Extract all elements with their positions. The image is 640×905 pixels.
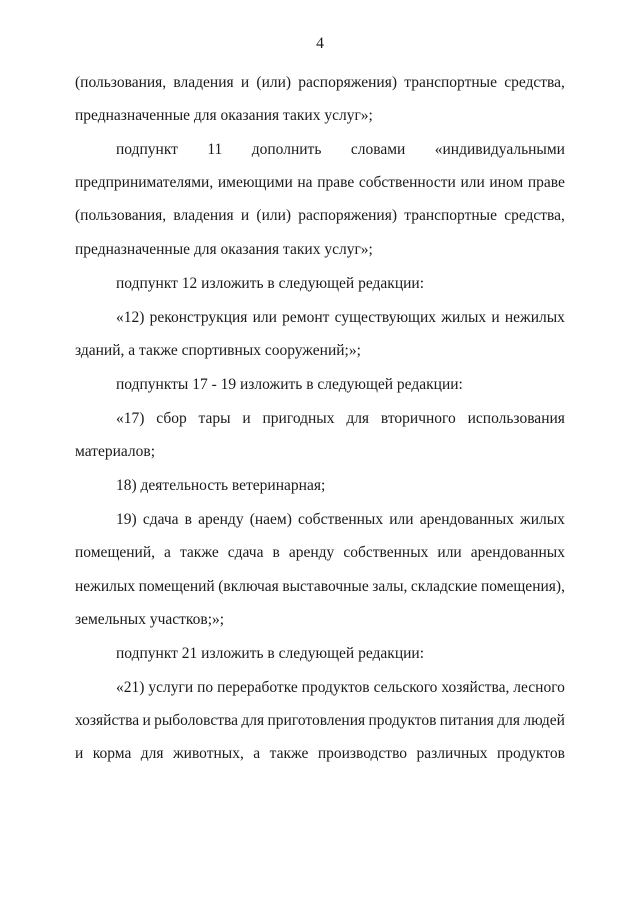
word: (пользования,	[75, 74, 167, 91]
text-line	[75, 711, 565, 731]
word: аренду	[288, 544, 335, 561]
word: по	[197, 679, 214, 696]
word: «17)	[116, 410, 145, 427]
text-line	[75, 744, 565, 764]
word: производство	[317, 745, 408, 762]
word: для	[140, 745, 164, 762]
word: праве	[317, 174, 355, 191]
word: а	[253, 745, 261, 762]
word: корма	[92, 745, 132, 762]
word: и	[75, 745, 84, 762]
word: сдача	[142, 511, 179, 528]
word: (или)	[256, 74, 292, 91]
word: нежилых	[75, 578, 136, 595]
word: жилых	[441, 309, 487, 326]
text-line	[75, 73, 565, 93]
word: также	[179, 544, 219, 561]
word: для	[241, 712, 265, 729]
word: распоряжения)	[298, 207, 397, 224]
word: и	[242, 410, 251, 427]
word: в	[272, 544, 280, 561]
word: средства,	[504, 207, 565, 224]
word: для	[346, 410, 370, 427]
word: использования	[467, 410, 565, 427]
word: сельского	[373, 679, 438, 696]
word: или	[389, 511, 414, 528]
word: (наем)	[249, 511, 292, 528]
word: существующих	[334, 309, 437, 326]
word: для	[497, 712, 521, 729]
word: 11	[207, 141, 223, 158]
word: «индивидуальными	[434, 141, 565, 158]
word: сдача	[227, 544, 264, 561]
word: приготовления	[267, 712, 366, 729]
text-line: подпункт 21 изложить в следующей редакции:	[116, 645, 425, 662]
text-line	[116, 678, 565, 698]
word: арендованных	[470, 544, 565, 561]
word: и	[491, 309, 500, 326]
word: и	[240, 74, 250, 91]
word: распоряжения)	[298, 74, 397, 91]
text-line: подпункты 17 - 19 изложить в следующей редакции:	[116, 376, 463, 393]
word: транспортные	[404, 207, 497, 224]
word: и	[142, 712, 151, 729]
word: «12)	[116, 309, 145, 326]
word: хозяйства	[75, 712, 140, 729]
word: людей	[523, 712, 565, 729]
text-line: подпункт 12 изложить в следующей редакции:	[116, 275, 425, 292]
word: арендованных	[419, 511, 514, 528]
text-line: 18) деятельность ветеринарная;	[116, 477, 326, 494]
word: транспортные	[404, 74, 497, 91]
word: помещений	[138, 578, 215, 595]
word: лесного	[513, 679, 565, 696]
word: сбор	[156, 410, 187, 427]
word: (или)	[256, 207, 292, 224]
word: собственности	[358, 174, 456, 191]
text-line	[75, 543, 565, 563]
word: хозяйства,	[441, 679, 510, 696]
text-line	[75, 173, 565, 193]
word: словами	[350, 141, 406, 158]
word: подпункт	[116, 141, 178, 158]
word: или	[252, 309, 277, 326]
word: дополнить	[251, 141, 322, 158]
word: помещений,	[75, 544, 156, 561]
text-line: материалов;	[75, 443, 156, 460]
word: аренду	[198, 511, 244, 528]
word: выставочные	[282, 578, 369, 595]
text-line	[116, 308, 565, 328]
word: (включая	[218, 578, 279, 595]
word: залы,	[372, 578, 408, 595]
word: а	[164, 544, 171, 561]
word: реконструкция	[149, 309, 248, 326]
word: предпринимателями,	[75, 174, 214, 191]
word: и	[240, 207, 250, 224]
text-line	[116, 409, 565, 429]
text-line	[116, 140, 565, 160]
word: или	[460, 174, 485, 191]
text-line: зданий, а также спортивных сооружений;»;	[75, 342, 361, 359]
word: переработке	[217, 679, 298, 696]
word: питания	[439, 712, 494, 729]
word: также	[269, 745, 309, 762]
word: тары	[198, 410, 231, 427]
word: в	[184, 511, 192, 528]
text-line: земельных участков;»;	[75, 611, 225, 628]
text-line	[75, 577, 565, 597]
word: собственных	[343, 544, 429, 561]
text-line: предназначенные для оказания таких услуг»;	[75, 107, 373, 124]
word: жилых	[520, 511, 565, 528]
word: рыболовства	[154, 712, 239, 729]
word: животных,	[172, 745, 244, 762]
text-line	[116, 510, 565, 530]
page-number: 4	[316, 35, 324, 52]
word: помещения),	[480, 578, 565, 595]
word: (пользования,	[75, 207, 167, 224]
word: собственных	[298, 511, 384, 528]
word: пригодных	[262, 410, 335, 427]
word: вторичного	[380, 410, 456, 427]
word: услуги	[148, 679, 194, 696]
word: различных	[416, 745, 488, 762]
word: складские	[410, 578, 478, 595]
word: 19)	[116, 511, 137, 528]
word: праве	[527, 174, 565, 191]
word: или	[437, 544, 462, 561]
word: продуктов	[301, 679, 370, 696]
word: средства,	[504, 74, 565, 91]
word: ином	[489, 174, 524, 191]
text-line: предназначенные для оказания таких услуг»;	[75, 241, 373, 258]
word: имеющими	[217, 174, 293, 191]
word: владения	[173, 74, 234, 91]
word: «21)	[116, 679, 145, 696]
word: ремонт	[282, 309, 330, 326]
word: продуктов	[368, 712, 437, 729]
word: продуктов	[496, 745, 565, 762]
text-line	[75, 206, 565, 226]
word: нежилых	[504, 309, 565, 326]
word: на	[297, 174, 313, 191]
word: владения	[173, 207, 234, 224]
